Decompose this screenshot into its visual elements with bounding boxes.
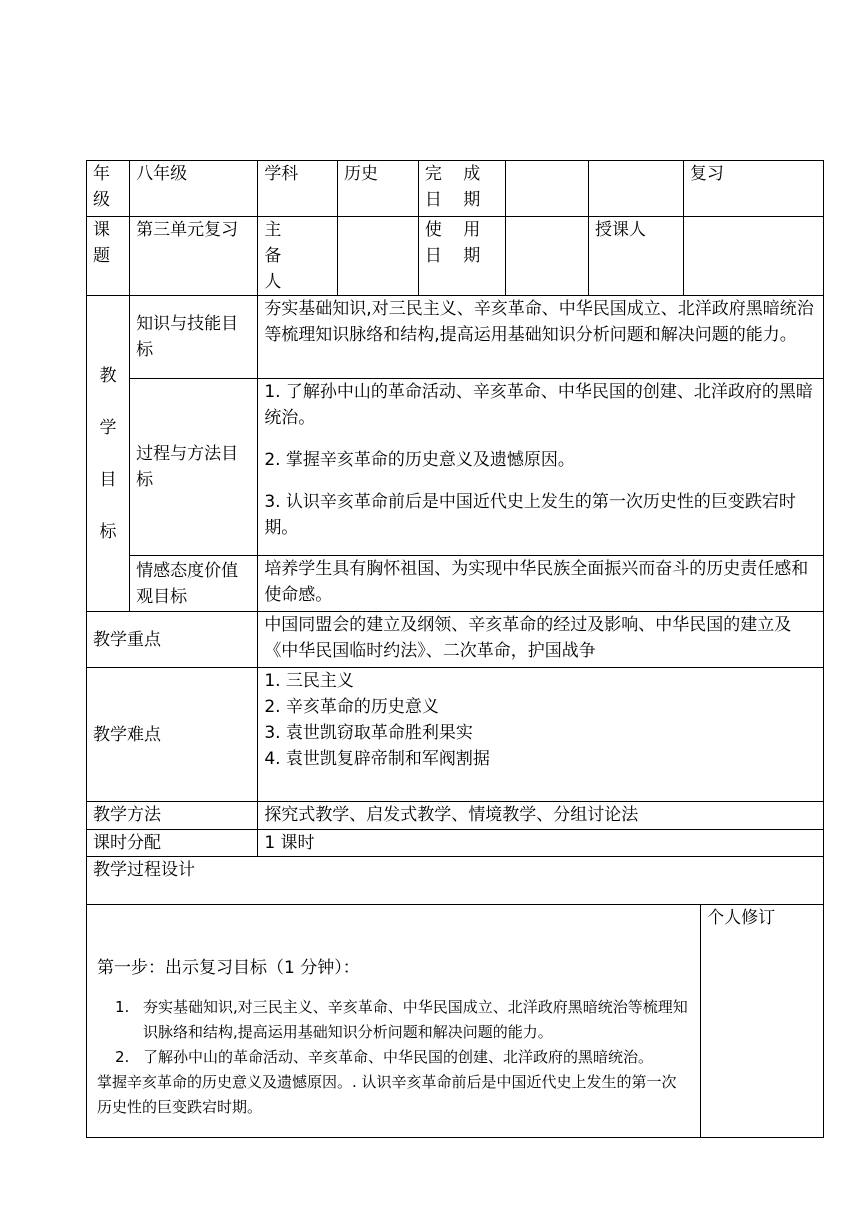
key-points-row (87, 612, 824, 668)
process-label: 过程与方法目标 (130, 379, 258, 556)
process-design-row (87, 857, 824, 905)
teacher-value (683, 217, 823, 296)
process-item: 3. 认识辛亥革命前后是中国近代史上发生的第一次历史性的巨变跌宕时期。 (264, 492, 796, 538)
hours-text: 1 课时 (258, 830, 824, 857)
blank-cell (589, 161, 684, 217)
process-design-content (87, 905, 701, 1138)
main-prep-label: 主 备 人 (258, 217, 338, 296)
objectives-label-text: 教学目标 (99, 365, 117, 542)
process-items (258, 379, 824, 556)
objective-knowledge-row (87, 296, 824, 379)
grade-label: 年级 (87, 161, 130, 217)
review-goal-text: 夯实基础知识,对三民主义、辛亥革命、中华民国成立、北洋政府黑暗统治等梳理知识脉络和结构,提高运用基础知识分析问题和解决问题的能力。 (143, 998, 688, 1041)
difficulty-item: 2. 辛亥革命的历史意义 (264, 697, 439, 717)
hours-label: 课时分配 (87, 830, 258, 857)
difficulties-label: 教学难点 (87, 668, 258, 802)
method-text: 探究式教学、启发式教学、情境教学、分组讨论法 (258, 802, 824, 830)
review-goal-item (97, 1045, 690, 1070)
key-points-label: 教学重点 (87, 612, 258, 668)
process-design-body-row (87, 905, 824, 1138)
difficulty-item: 3. 袁世凯窃取革命胜利果实 (264, 723, 473, 743)
difficulty-item: 1. 三民主义 (264, 671, 354, 691)
subject-label: 学科 (258, 161, 338, 217)
knowledge-label: 知识与技能目标 (130, 296, 258, 379)
hours-row (87, 830, 824, 857)
process-item: 1. 了解孙中山的革命活动、辛亥革命、中华民国的创建、北洋政府的黑暗统治。 (264, 382, 813, 428)
difficulties-list (258, 668, 824, 802)
method-label: 教学方法 (87, 802, 258, 830)
review-goal-continuation: 掌握辛亥革命的历史意义及遗憾原因。. 认识辛亥革命前后是中国近代史上发生的第一次历史性的巨变跌宕时期。 (97, 1073, 677, 1116)
use-date-label: 使 用 日 期 (418, 217, 505, 296)
objective-emotion-row (87, 556, 824, 612)
knowledge-text: 夯实基础知识,对三民主义、辛亥革命、中华民国成立、北洋政府黑暗统治等梳理知识脉络和结构,提高运用基础知识分析问题和解决问题的能力。 (258, 296, 824, 379)
header-row-2 (87, 217, 824, 296)
grade-value: 八年级 (130, 161, 258, 217)
header-row-1 (87, 161, 824, 217)
emotion-label: 情感态度价值观目标 (130, 556, 258, 612)
difficulty-item: 4. 袁世凯复辟帝制和军阀割据 (264, 749, 490, 769)
topic-value: 第三单元复习 (130, 217, 258, 296)
lesson-plan-table (86, 160, 824, 1138)
complete-date-value (506, 161, 589, 217)
emotion-text: 培养学生具有胸怀祖国、为实现中华民族全面振兴而奋斗的历史责任感和使命感。 (258, 556, 824, 612)
process-design-label: 教学过程设计 (87, 857, 824, 905)
key-points-text: 中国同盟会的建立及纲领、辛亥革命的经过及影响、中华民国的建立及《中华民国临时约法》、二次革命，护国战争 (258, 612, 824, 668)
review-goal-text: 了解孙中山的革命活动、辛亥革命、中华民国的创建、北洋政府的黑暗统治。 (143, 1048, 654, 1066)
review-goal-item (97, 995, 690, 1045)
complete-date-label: 完 成 日 期 (418, 161, 505, 217)
use-date-value (506, 217, 589, 296)
review-goals-list (97, 995, 690, 1120)
topic-label: 课题 (87, 217, 130, 296)
subject-value: 历史 (338, 161, 419, 217)
revision-label: 个人修订 (701, 905, 824, 1138)
process-item: 2. 掌握辛亥革命的历史意义及遗憾原因。 (264, 450, 575, 470)
difficulties-row (87, 668, 824, 802)
objective-process-row (87, 379, 824, 556)
teacher-label: 授课人 (589, 217, 684, 296)
step-1-heading: 第一步：出示复习目标（1 分钟）： (97, 958, 360, 978)
review-goal-num: 1. (115, 998, 130, 1016)
main-prep-value (338, 217, 419, 296)
review-label: 复习 (683, 161, 823, 217)
objectives-section-label (87, 296, 130, 612)
method-row (87, 802, 824, 830)
review-goal-num: 2. (115, 1048, 130, 1066)
